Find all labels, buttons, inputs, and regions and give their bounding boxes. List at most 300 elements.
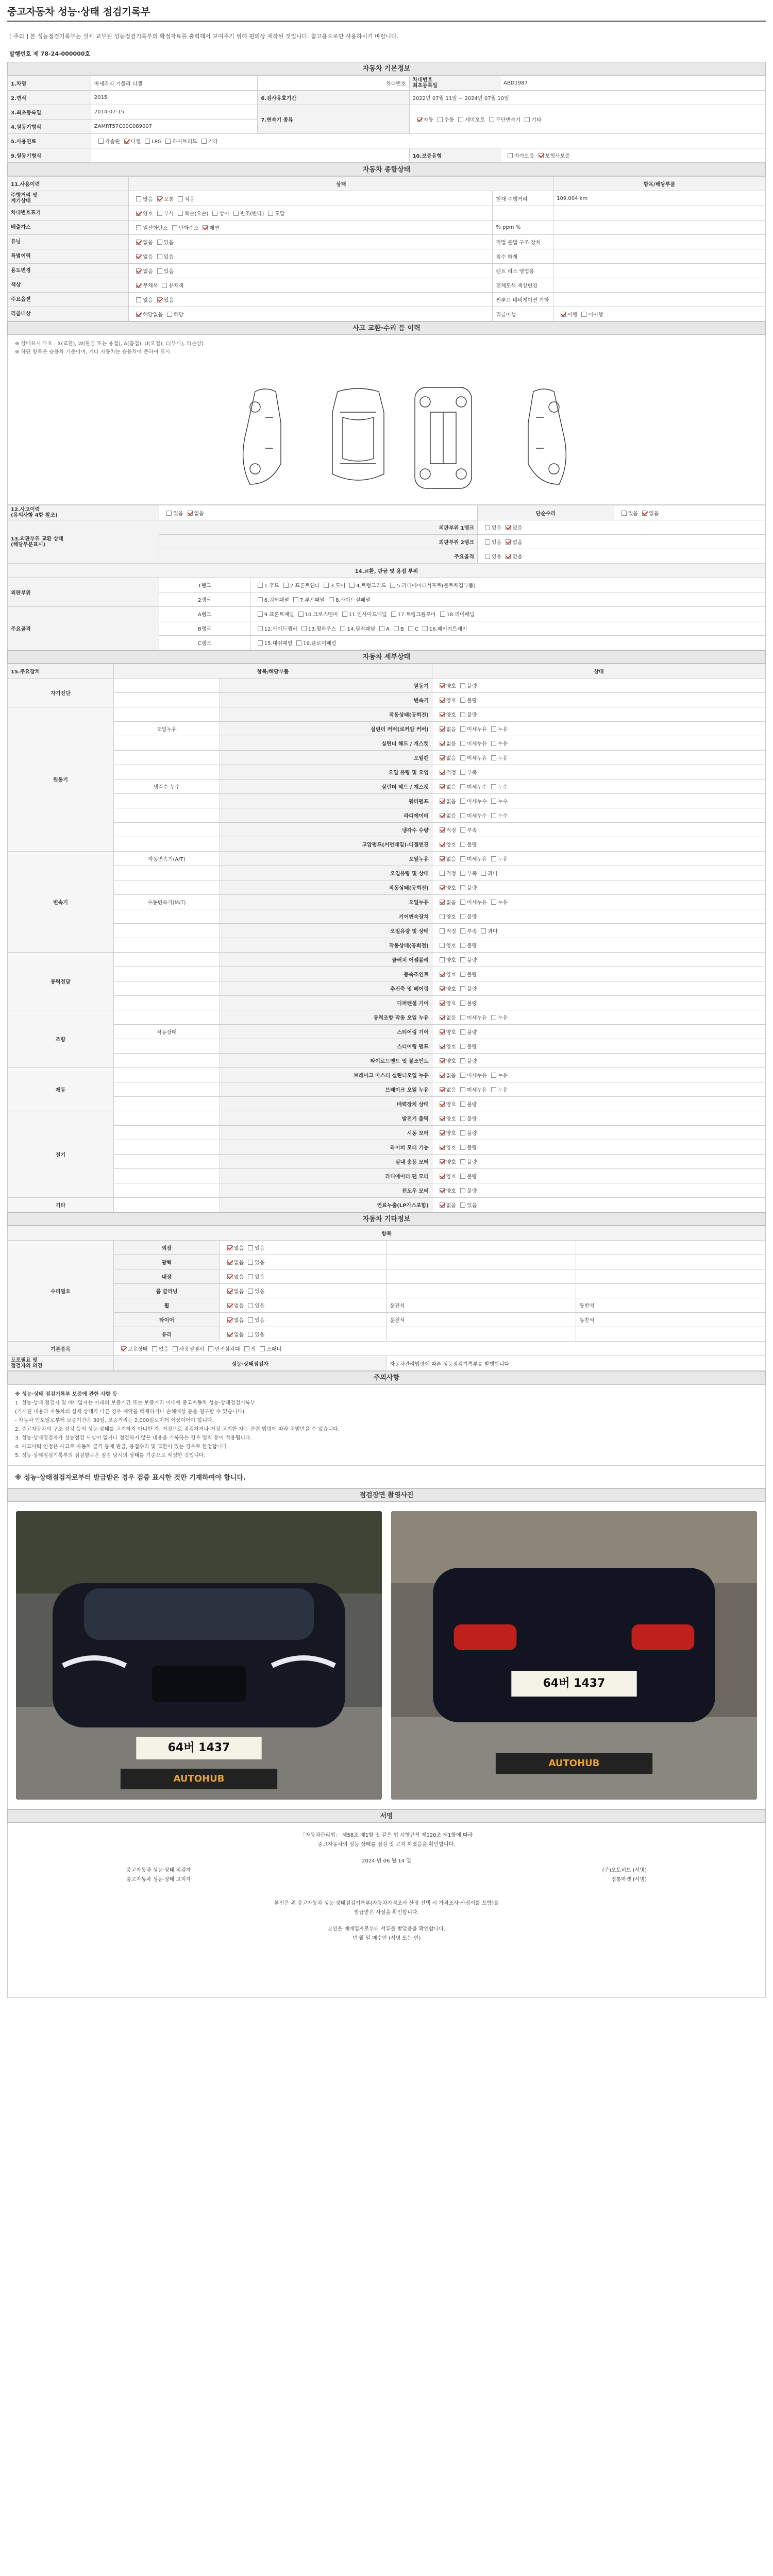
detail-option[interactable] <box>456 682 477 689</box>
overall-option[interactable] <box>163 310 183 318</box>
checkbox-icon[interactable] <box>227 1289 232 1294</box>
detail-state[interactable] <box>432 808 765 823</box>
overall-option[interactable] <box>208 209 229 217</box>
detail-option[interactable] <box>435 1158 456 1165</box>
checkbox-icon[interactable] <box>165 139 171 144</box>
part-option[interactable] <box>254 624 297 632</box>
detail-option[interactable] <box>435 1114 456 1122</box>
checkbox-icon[interactable] <box>460 1029 465 1035</box>
accident-options-option[interactable] <box>183 509 204 517</box>
fuel-options-option[interactable] <box>161 137 197 145</box>
basic-item-option[interactable] <box>256 1345 281 1352</box>
detail-option[interactable] <box>456 912 477 920</box>
part-option[interactable] <box>390 626 404 632</box>
checkbox-icon[interactable] <box>227 1303 232 1308</box>
part-option[interactable] <box>254 610 294 618</box>
checkbox-icon[interactable] <box>561 312 566 317</box>
detail-option[interactable] <box>435 1057 456 1064</box>
detail-option[interactable] <box>456 1129 477 1137</box>
warranty-options-option[interactable] <box>534 151 570 159</box>
part-option[interactable] <box>404 626 418 632</box>
checkbox-icon[interactable] <box>491 1015 496 1020</box>
checkbox-icon[interactable] <box>188 511 193 516</box>
accident-options-option[interactable] <box>162 509 183 517</box>
basic-item-option[interactable] <box>148 1345 169 1352</box>
detail-option[interactable] <box>435 869 456 877</box>
overall-option[interactable] <box>174 209 208 217</box>
detail-option[interactable] <box>456 1086 487 1093</box>
checkbox-icon[interactable] <box>244 1346 249 1351</box>
overall-state[interactable] <box>129 191 493 206</box>
checkbox-icon[interactable] <box>506 525 511 530</box>
checkbox-icon[interactable] <box>491 726 496 732</box>
checkbox-icon[interactable] <box>167 312 172 317</box>
detail-option[interactable] <box>435 797 456 805</box>
checkbox-icon[interactable] <box>258 612 263 617</box>
detail-option[interactable] <box>435 754 456 761</box>
checkbox-icon[interactable] <box>145 139 150 144</box>
other-option[interactable] <box>244 1273 264 1280</box>
overall-option[interactable] <box>153 296 174 303</box>
detail-option[interactable] <box>487 725 508 733</box>
other-state[interactable] <box>220 1269 386 1284</box>
checkbox-icon[interactable] <box>440 698 445 703</box>
simple-repair-options-option[interactable] <box>617 509 638 517</box>
extra-option[interactable] <box>557 310 577 318</box>
overall-option[interactable] <box>158 281 183 289</box>
checkbox-icon[interactable] <box>440 741 445 746</box>
detail-option[interactable] <box>435 768 456 776</box>
detail-option[interactable] <box>456 1114 477 1122</box>
frame-options-option[interactable] <box>501 552 522 560</box>
overall-extra-options[interactable] <box>553 307 766 321</box>
checkbox-icon[interactable] <box>408 626 413 631</box>
checkbox-icon[interactable] <box>301 626 307 631</box>
detail-option[interactable] <box>435 912 456 920</box>
transmission-options-option[interactable] <box>520 115 541 123</box>
checkbox-icon[interactable] <box>460 1188 465 1193</box>
checkbox-icon[interactable] <box>440 957 445 962</box>
checkbox-icon[interactable] <box>423 626 428 631</box>
part-option[interactable] <box>254 639 293 647</box>
other-option[interactable] <box>244 1258 264 1266</box>
checkbox-icon[interactable] <box>178 196 183 201</box>
checkbox-icon[interactable] <box>460 914 465 919</box>
checkbox-icon[interactable] <box>136 254 141 259</box>
detail-option[interactable] <box>487 855 508 862</box>
overall-option[interactable] <box>132 281 158 289</box>
basic-item-option[interactable] <box>204 1345 240 1352</box>
basic-items-options[interactable] <box>113 1342 765 1356</box>
detail-state[interactable] <box>432 895 765 909</box>
checkbox-icon[interactable] <box>248 1274 253 1279</box>
detail-option[interactable] <box>435 1013 456 1021</box>
detail-option[interactable] <box>435 696 456 704</box>
checkbox-icon[interactable] <box>440 943 445 948</box>
checkbox-icon[interactable] <box>491 784 496 789</box>
checkbox-icon[interactable] <box>157 268 162 274</box>
checkbox-icon[interactable] <box>227 1245 232 1250</box>
other-option[interactable] <box>223 1287 244 1295</box>
detail-state[interactable] <box>432 1010 765 1025</box>
checkbox-icon[interactable] <box>440 972 445 977</box>
checkbox-icon[interactable] <box>157 254 162 259</box>
detail-option[interactable] <box>456 783 487 790</box>
checkbox-icon[interactable] <box>460 856 465 861</box>
overall-option[interactable] <box>153 238 174 246</box>
detail-state[interactable] <box>432 679 765 693</box>
checkbox-icon[interactable] <box>296 640 301 646</box>
other-option[interactable] <box>223 1330 244 1338</box>
part-option[interactable] <box>289 596 325 603</box>
checkbox-icon[interactable] <box>460 972 465 977</box>
checkbox-icon[interactable] <box>440 683 445 688</box>
checkbox-icon[interactable] <box>481 871 486 876</box>
rank1-options[interactable] <box>478 520 766 535</box>
checkbox-icon[interactable] <box>440 1188 445 1193</box>
detail-option[interactable] <box>435 1086 456 1093</box>
part-option[interactable] <box>387 610 436 618</box>
checkbox-icon[interactable] <box>248 1317 253 1323</box>
detail-option[interactable] <box>456 811 487 819</box>
part-option[interactable] <box>254 581 279 589</box>
checkbox-icon[interactable] <box>491 741 496 746</box>
checkbox-icon[interactable] <box>440 1145 445 1150</box>
detail-state[interactable] <box>432 779 765 794</box>
overall-option[interactable] <box>132 209 153 217</box>
detail-option[interactable] <box>456 884 477 891</box>
checkbox-icon[interactable] <box>460 1174 465 1179</box>
overall-option[interactable] <box>132 224 167 231</box>
checkbox-icon[interactable] <box>491 755 496 760</box>
detail-option[interactable] <box>435 1100 456 1108</box>
checkbox-icon[interactable] <box>440 1029 445 1035</box>
checkbox-icon[interactable] <box>258 640 263 646</box>
checkbox-icon[interactable] <box>491 799 496 804</box>
detail-state[interactable] <box>432 1082 765 1097</box>
checkbox-icon[interactable] <box>460 1044 465 1049</box>
checkbox-icon[interactable] <box>440 813 445 818</box>
checkbox-icon[interactable] <box>460 842 465 847</box>
detail-option[interactable] <box>435 956 456 963</box>
transmission-options-option[interactable] <box>454 115 485 123</box>
fuel-options-option[interactable] <box>141 139 161 145</box>
accident-options[interactable] <box>159 505 478 520</box>
detail-option[interactable] <box>456 1201 477 1209</box>
detail-state[interactable] <box>432 866 765 880</box>
checkbox-icon[interactable] <box>460 813 465 818</box>
exchange-parts[interactable] <box>250 636 765 650</box>
transmission-options-option[interactable] <box>413 115 433 123</box>
detail-state[interactable] <box>432 751 765 765</box>
detail-option[interactable] <box>435 884 456 891</box>
detail-option[interactable] <box>456 1071 487 1079</box>
fuel-options[interactable] <box>91 134 765 148</box>
detail-state[interactable] <box>432 953 765 967</box>
detail-state[interactable] <box>432 1054 765 1068</box>
detail-option[interactable] <box>487 783 508 790</box>
checkbox-icon[interactable] <box>227 1260 232 1265</box>
detail-state[interactable] <box>432 1183 765 1198</box>
rank2-options-option[interactable] <box>501 538 522 546</box>
transmission-options[interactable] <box>409 105 765 134</box>
checkbox-icon[interactable] <box>440 900 445 905</box>
detail-option[interactable] <box>435 1172 456 1180</box>
detail-state[interactable] <box>432 722 765 736</box>
simple-repair-options-option[interactable] <box>638 509 659 517</box>
detail-state[interactable] <box>432 736 765 751</box>
checkbox-icon[interactable] <box>489 117 494 122</box>
checkbox-icon[interactable] <box>460 1058 465 1063</box>
exchange-parts[interactable] <box>250 607 765 621</box>
checkbox-icon[interactable] <box>173 1346 178 1351</box>
detail-state[interactable] <box>432 823 765 837</box>
checkbox-icon[interactable] <box>293 597 298 602</box>
detail-option[interactable] <box>435 826 456 834</box>
detail-option[interactable] <box>456 927 477 935</box>
checkbox-icon[interactable] <box>136 211 141 216</box>
detail-option[interactable] <box>456 1042 477 1050</box>
checkbox-icon[interactable] <box>440 712 445 717</box>
checkbox-icon[interactable] <box>440 1073 445 1078</box>
checkbox-icon[interactable] <box>248 1245 253 1250</box>
checkbox-icon[interactable] <box>485 539 490 545</box>
overall-state[interactable] <box>129 206 493 221</box>
detail-option[interactable] <box>456 768 477 776</box>
detail-state[interactable] <box>432 1025 765 1039</box>
checkbox-icon[interactable] <box>136 240 141 245</box>
checkbox-icon[interactable] <box>440 1101 445 1107</box>
fuel-options-option[interactable] <box>120 137 141 145</box>
detail-option[interactable] <box>435 1071 456 1079</box>
part-option[interactable] <box>336 624 375 632</box>
checkbox-icon[interactable] <box>391 612 396 617</box>
checkbox-icon[interactable] <box>283 583 289 588</box>
overall-option[interactable] <box>132 195 153 202</box>
checkbox-icon[interactable] <box>98 139 104 144</box>
part-option[interactable] <box>292 639 336 647</box>
checkbox-icon[interactable] <box>485 525 490 530</box>
checkbox-icon[interactable] <box>157 211 162 216</box>
checkbox-icon[interactable] <box>233 211 239 216</box>
other-option[interactable] <box>223 1301 244 1309</box>
other-option[interactable] <box>244 1330 264 1338</box>
detail-option[interactable] <box>487 898 508 906</box>
detail-option[interactable] <box>456 739 487 747</box>
detail-option[interactable] <box>435 739 456 747</box>
overall-option[interactable] <box>198 224 219 231</box>
checkbox-icon[interactable] <box>621 511 627 516</box>
other-state[interactable] <box>220 1327 386 1342</box>
detail-option[interactable] <box>456 826 477 834</box>
checkbox-icon[interactable] <box>440 799 445 804</box>
checkbox-icon[interactable] <box>440 1159 445 1164</box>
checkbox-icon[interactable] <box>440 1058 445 1063</box>
checkbox-icon[interactable] <box>525 117 530 122</box>
checkbox-icon[interactable] <box>460 1101 465 1107</box>
detail-option[interactable] <box>456 1172 477 1180</box>
checkbox-icon[interactable] <box>485 554 490 559</box>
part-option[interactable] <box>436 610 475 618</box>
detail-option[interactable] <box>456 1187 477 1194</box>
checkbox-icon[interactable] <box>440 871 445 876</box>
detail-state[interactable] <box>432 1155 765 1169</box>
checkbox-icon[interactable] <box>201 139 207 144</box>
checkbox-icon[interactable] <box>136 268 141 274</box>
part-option[interactable] <box>338 610 387 618</box>
checkbox-icon[interactable] <box>460 755 465 760</box>
checkbox-icon[interactable] <box>460 827 465 833</box>
checkbox-icon[interactable] <box>268 211 273 216</box>
other-state[interactable] <box>220 1298 386 1313</box>
transmission-options-option[interactable] <box>485 115 520 123</box>
overall-option[interactable] <box>132 252 153 260</box>
overall-option[interactable] <box>132 296 153 303</box>
checkbox-icon[interactable] <box>157 240 162 245</box>
checkbox-icon[interactable] <box>340 626 345 631</box>
detail-option[interactable] <box>456 855 487 862</box>
detail-option[interactable] <box>456 1028 477 1036</box>
checkbox-icon[interactable] <box>440 827 445 833</box>
checkbox-icon[interactable] <box>460 1087 465 1092</box>
overall-option[interactable] <box>132 267 153 275</box>
overall-option[interactable] <box>168 224 199 231</box>
warranty-options-option[interactable] <box>503 151 534 159</box>
exchange-parts[interactable] <box>250 578 765 592</box>
overall-state[interactable] <box>129 293 493 307</box>
detail-option[interactable] <box>477 869 497 877</box>
checkbox-icon[interactable] <box>491 813 496 818</box>
checkbox-icon[interactable] <box>491 900 496 905</box>
detail-option[interactable] <box>456 1100 477 1108</box>
detail-option[interactable] <box>435 682 456 689</box>
part-option[interactable] <box>297 624 337 632</box>
checkbox-icon[interactable] <box>324 583 329 588</box>
other-option[interactable] <box>244 1301 264 1309</box>
checkbox-icon[interactable] <box>227 1274 232 1279</box>
checkbox-icon[interactable] <box>258 626 263 631</box>
checkbox-icon[interactable] <box>460 871 465 876</box>
rank2-options-option[interactable] <box>481 538 501 546</box>
detail-option[interactable] <box>435 710 456 718</box>
checkbox-icon[interactable] <box>248 1289 253 1294</box>
detail-option[interactable] <box>456 710 477 718</box>
other-option[interactable] <box>223 1273 244 1280</box>
frame-options-option[interactable] <box>481 552 501 560</box>
checkbox-icon[interactable] <box>460 770 465 775</box>
frame-options[interactable] <box>478 549 766 564</box>
checkbox-icon[interactable] <box>460 799 465 804</box>
detail-state[interactable] <box>432 1198 765 1212</box>
checkbox-icon[interactable] <box>460 784 465 789</box>
checkbox-icon[interactable] <box>248 1332 253 1337</box>
detail-state[interactable] <box>432 1039 765 1054</box>
other-state[interactable] <box>220 1241 386 1255</box>
fuel-options-option[interactable] <box>94 137 120 145</box>
checkbox-icon[interactable] <box>460 1145 465 1150</box>
checkbox-icon[interactable] <box>136 312 141 317</box>
part-option[interactable] <box>345 581 386 589</box>
part-option[interactable] <box>375 626 390 632</box>
checkbox-icon[interactable] <box>124 139 129 144</box>
checkbox-icon[interactable] <box>440 1130 445 1136</box>
checkbox-icon[interactable] <box>460 1130 465 1136</box>
detail-state[interactable] <box>432 707 765 722</box>
detail-option[interactable] <box>456 898 487 906</box>
overall-option[interactable] <box>153 252 174 260</box>
detail-state[interactable] <box>432 1169 765 1183</box>
basic-item-option[interactable] <box>117 1345 148 1352</box>
checkbox-icon[interactable] <box>136 283 141 288</box>
checkbox-icon[interactable] <box>460 1001 465 1006</box>
checkbox-icon[interactable] <box>121 1346 126 1351</box>
detail-option[interactable] <box>477 927 497 935</box>
checkbox-icon[interactable] <box>440 784 445 789</box>
checkbox-icon[interactable] <box>642 511 647 516</box>
detail-option[interactable] <box>435 1187 456 1194</box>
checkbox-icon[interactable] <box>208 1346 213 1351</box>
overall-option[interactable] <box>132 310 163 318</box>
other-state[interactable] <box>220 1284 386 1298</box>
overall-state[interactable] <box>129 307 493 321</box>
checkbox-icon[interactable] <box>298 612 304 617</box>
checkbox-icon[interactable] <box>417 117 422 122</box>
exchange-parts[interactable] <box>250 592 765 607</box>
detail-option[interactable] <box>487 811 508 819</box>
detail-state[interactable] <box>432 1111 765 1126</box>
detail-option[interactable] <box>456 725 487 733</box>
overall-option[interactable] <box>264 209 284 217</box>
overall-option[interactable] <box>153 195 174 202</box>
overall-option[interactable] <box>174 195 194 202</box>
other-option[interactable] <box>244 1287 264 1295</box>
checkbox-icon[interactable] <box>481 928 486 934</box>
checkbox-icon[interactable] <box>460 741 465 746</box>
detail-option[interactable] <box>435 783 456 790</box>
checkbox-icon[interactable] <box>379 626 384 631</box>
detail-option[interactable] <box>456 696 477 704</box>
checkbox-icon[interactable] <box>162 283 167 288</box>
checkbox-icon[interactable] <box>460 885 465 890</box>
checkbox-icon[interactable] <box>438 117 443 122</box>
checkbox-icon[interactable] <box>178 211 183 216</box>
extra-option[interactable] <box>577 310 603 318</box>
detail-option[interactable] <box>456 970 477 978</box>
checkbox-icon[interactable] <box>440 1015 445 1020</box>
detail-state[interactable] <box>432 880 765 895</box>
overall-state[interactable] <box>129 264 493 278</box>
exchange-parts[interactable] <box>250 621 765 636</box>
detail-state[interactable] <box>432 693 765 707</box>
detail-state[interactable] <box>432 909 765 924</box>
part-option[interactable] <box>418 624 467 632</box>
checkbox-icon[interactable] <box>227 1332 232 1337</box>
checkbox-icon[interactable] <box>581 312 586 317</box>
checkbox-icon[interactable] <box>460 698 465 703</box>
overall-state[interactable] <box>129 221 493 235</box>
detail-state[interactable] <box>432 924 765 938</box>
checkbox-icon[interactable] <box>248 1303 253 1308</box>
detail-state[interactable] <box>432 938 765 953</box>
detail-option[interactable] <box>435 999 456 1007</box>
overall-option[interactable] <box>153 267 174 275</box>
detail-state[interactable] <box>432 794 765 808</box>
checkbox-icon[interactable] <box>491 856 496 861</box>
detail-state[interactable] <box>432 1126 765 1140</box>
detail-option[interactable] <box>435 1201 456 1209</box>
detail-option[interactable] <box>435 941 456 949</box>
rank1-options-option[interactable] <box>501 523 522 531</box>
